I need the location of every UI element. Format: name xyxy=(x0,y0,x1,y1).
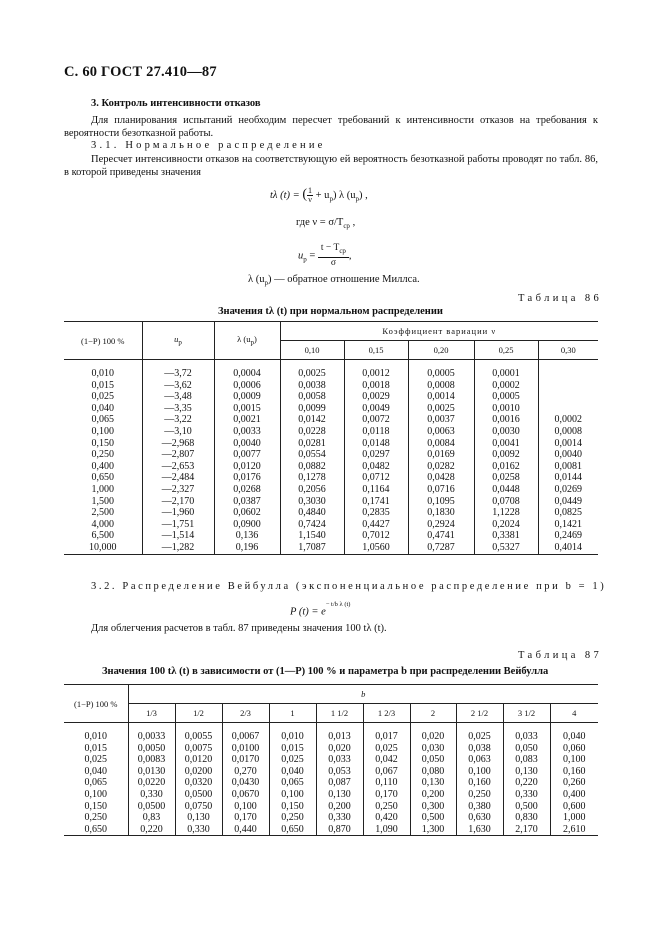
table-row xyxy=(64,812,598,824)
table87-cell: 0,600 xyxy=(550,801,598,813)
table86-cell: 0,0038 xyxy=(280,380,344,392)
table87-cell: 0,500 xyxy=(410,812,456,824)
table86-cell: 0,0269 xyxy=(538,484,598,496)
table87-cell: 0,025 xyxy=(456,731,503,743)
table86-cell: 0,0040 xyxy=(538,449,598,461)
table86-cell: 0,2056 xyxy=(280,484,344,496)
table86-cell: —2,807 xyxy=(142,449,214,461)
table86-cell: 0,0006 xyxy=(214,380,280,392)
table86-cell: 0,1830 xyxy=(408,507,474,519)
table86-cell: 0,0077 xyxy=(214,449,280,461)
table86-cell: 0,0162 xyxy=(474,461,538,473)
table87-cell: 0,053 xyxy=(316,766,363,778)
table87-cell: 0,220 xyxy=(503,777,550,789)
table87-cell: 0,200 xyxy=(410,789,456,801)
table-row xyxy=(64,461,598,473)
table87-cell: 0,130 xyxy=(410,777,456,789)
table87-cell: 0,065 xyxy=(269,777,316,789)
table86-cell: 0,0081 xyxy=(538,461,598,473)
table87-cell: 0,500 xyxy=(503,801,550,813)
table86-cell: —1,282 xyxy=(142,542,214,554)
table86-cell: 0,1164 xyxy=(344,484,408,496)
table-row xyxy=(64,530,598,542)
formula-up: $u_p$ = $\frac{t - T_{ср}}{\sigma}$, xyxy=(298,243,352,268)
table86-cell: 0,0001 xyxy=(474,368,538,380)
table86-cell: 1,500 xyxy=(91,495,114,507)
table87-cell: 0,250 xyxy=(84,812,107,824)
table87-cell: 0,380 xyxy=(456,801,503,813)
table86-cell: —3,22 xyxy=(142,414,214,426)
table87-cell: 0,0120 xyxy=(175,754,222,766)
table87-cell: 0,0055 xyxy=(175,731,222,743)
table87-header-p: (1−P) 100 % xyxy=(64,685,128,723)
table86-header-v-3: 0,25 xyxy=(474,341,538,360)
table86-cell: —2,170 xyxy=(142,496,214,508)
table86-cell: 0,0015 xyxy=(214,403,280,415)
table86-cell: 0,0009 xyxy=(214,391,280,403)
table87-cell: 1,000 xyxy=(550,812,598,824)
table87-cell: 0,440 xyxy=(222,824,269,836)
table86-cell: 0,0072 xyxy=(344,414,408,426)
table87-cell: 0,220 xyxy=(128,824,175,836)
table87-cell: 0,040 xyxy=(84,765,107,777)
table86-cell: 0,010 xyxy=(91,368,114,379)
table86-cell: 6,500 xyxy=(91,530,114,542)
table-row xyxy=(64,368,598,380)
table-row xyxy=(64,472,598,484)
formula-variation-coefficient: где $\nu = \sigma/T_{ср}$ , xyxy=(296,217,356,231)
table87-cell: 0,420 xyxy=(363,812,410,824)
table86-header-v-2: 0,20 xyxy=(408,341,474,360)
table86-cell: 0,1278 xyxy=(280,472,344,484)
table86-cell: 0,150 xyxy=(91,437,114,449)
table87-cell: 0,017 xyxy=(363,731,410,743)
table86-cell: —1,751 xyxy=(142,519,214,531)
table87-header-b-7: 2 1/2 xyxy=(456,704,503,723)
table86-cell: 0,0708 xyxy=(474,496,538,508)
table86-cell: 0,0033 xyxy=(214,426,280,438)
table87-cell: 0,010 xyxy=(269,731,316,743)
table86-cell: 0,2469 xyxy=(538,530,598,542)
table86-header-u: $u_p$ xyxy=(142,322,214,360)
table86-cell: 1,1228 xyxy=(474,507,538,519)
table87-cell: 0,260 xyxy=(550,777,598,789)
table86-cell: 0,0049 xyxy=(344,403,408,415)
table86-cell: 0,1421 xyxy=(538,519,598,531)
table86-cell: 0,3030 xyxy=(280,496,344,508)
table87-cell: 0,170 xyxy=(222,812,269,824)
table86-cell: 10,000 xyxy=(64,542,142,554)
table86-cell: —3,72 xyxy=(142,368,214,380)
table87-cell: 0,110 xyxy=(363,777,410,789)
table87-cell: 0,025 xyxy=(269,754,316,766)
table87-cell: 0,030 xyxy=(410,743,456,755)
table87-cell: 0,330 xyxy=(316,812,363,824)
table87-header-b-8: 3 1/2 xyxy=(503,704,550,723)
table86-cell: 0,0118 xyxy=(344,426,408,438)
table86-cell: 0,0144 xyxy=(538,472,598,484)
table-row xyxy=(64,766,598,778)
table87-cell: 0,0500 xyxy=(175,789,222,801)
table86-header-p: (1−P) 100 % xyxy=(64,322,142,360)
table86-header-v-4: 0,30 xyxy=(538,341,598,360)
table87-cell: 0,0100 xyxy=(222,743,269,755)
table86-cell xyxy=(538,368,598,380)
table87-cell: 0,042 xyxy=(363,754,410,766)
table86-cell: 0,0900 xyxy=(214,519,280,531)
table86-cell: 0,015 xyxy=(91,379,114,391)
table86-title: Значения tλ (t) при нормальном распределении xyxy=(218,306,443,317)
table86-cell: 0,0084 xyxy=(408,438,474,450)
table87-cell: 0,250 xyxy=(363,801,410,813)
table86-cell: 0,5327 xyxy=(474,542,538,554)
table86-cell: 0,0012 xyxy=(344,368,408,380)
table86-cell: 0,0176 xyxy=(214,472,280,484)
table86-cell: 1,7087 xyxy=(280,542,344,554)
table87-cell: 0,130 xyxy=(503,766,550,778)
table-86 xyxy=(64,321,598,555)
table87-cell: 0,0130 xyxy=(128,766,175,778)
table87-cell: 0,020 xyxy=(410,731,456,743)
table87-cell: 0,130 xyxy=(316,789,363,801)
table86-cell: —1,960 xyxy=(142,507,214,519)
table86-cell: 0,7287 xyxy=(408,542,474,554)
table87-cell: 0,0430 xyxy=(222,777,269,789)
table87-cell: 0,015 xyxy=(269,743,316,755)
table86-cell: 0,0008 xyxy=(538,426,598,438)
table87-cell: 0,040 xyxy=(550,731,598,743)
table87-cell: 0,250 xyxy=(456,789,503,801)
table87-cell: 0,100 xyxy=(456,766,503,778)
table86-cell: —1,514 xyxy=(142,530,214,542)
table87-cell: 0,870 xyxy=(316,824,363,836)
table87-cell: 0,013 xyxy=(316,731,363,743)
table87-cell: 0,830 xyxy=(503,812,550,824)
table86-cell: 0,0258 xyxy=(474,472,538,484)
table87-cell: 0,300 xyxy=(410,801,456,813)
table86-cell: 0,0448 xyxy=(474,484,538,496)
table86-cell: —3,35 xyxy=(142,403,214,415)
table-row xyxy=(64,542,598,554)
table86-cell: 0,0041 xyxy=(474,438,538,450)
table86-cell: 0,0025 xyxy=(408,403,474,415)
table86-header-v-1: 0,15 xyxy=(344,341,408,360)
table-row xyxy=(64,391,598,403)
table-row xyxy=(64,754,598,766)
table87-cell: 0,160 xyxy=(550,766,598,778)
table87-cell: 0,630 xyxy=(456,812,503,824)
table87-cell: 0,330 xyxy=(128,789,175,801)
table87-cell: 0,038 xyxy=(456,743,503,755)
table86-cell: 0,0002 xyxy=(474,380,538,392)
table86-cell: 0,0025 xyxy=(280,368,344,380)
table86-cell: 0,400 xyxy=(91,460,114,472)
table86-cell: 0,0016 xyxy=(474,414,538,426)
table87-cell: 0,010 xyxy=(84,731,107,742)
table87-cell: 0,083 xyxy=(503,754,550,766)
table87-header-b-1: 1/2 xyxy=(175,704,222,723)
table87-cell: 2,170 xyxy=(503,824,550,836)
table86-cell: 0,0005 xyxy=(408,368,474,380)
formula1-fraction: $\frac{1}{\nu}$ xyxy=(308,186,313,205)
table86-cell: —3,48 xyxy=(142,391,214,403)
table87-cell: 0,080 xyxy=(410,766,456,778)
table86-cell: 1,1540 xyxy=(280,530,344,542)
table86-cell: 0,0428 xyxy=(408,472,474,484)
table86-cell: 0,0030 xyxy=(474,426,538,438)
table86-cell: 0,7012 xyxy=(344,530,408,542)
table86-cell: 0,100 xyxy=(91,425,114,437)
table86-cell: 0,0037 xyxy=(408,414,474,426)
table87-cell: 0,060 xyxy=(550,743,598,755)
table-row xyxy=(64,438,598,450)
table86-header-v-0: 0,10 xyxy=(280,341,344,360)
table87-cell: 0,0050 xyxy=(128,743,175,755)
table86-cell: 0,4741 xyxy=(408,530,474,542)
table86-cell: 0,0148 xyxy=(344,438,408,450)
table87-cell: 1,630 xyxy=(456,824,503,836)
table86-cell: 0,0228 xyxy=(280,426,344,438)
table-row xyxy=(64,743,598,755)
table-row xyxy=(64,414,598,426)
table87-cell: 0,0500 xyxy=(128,801,175,813)
table86-cell: 0,0058 xyxy=(280,391,344,403)
table-row xyxy=(64,380,598,392)
table86-cell: 0,0297 xyxy=(344,449,408,461)
table86-cell: 0,0008 xyxy=(408,380,474,392)
table86-cell: 0,0002 xyxy=(538,414,598,426)
formula3-fraction: $\frac{t - T_{ср}}{\sigma}$ xyxy=(318,243,349,269)
table87-cell: 0,650 xyxy=(64,824,128,836)
table87-header-b-9: 4 xyxy=(550,704,598,723)
table87-cell: 0,100 xyxy=(269,789,316,801)
table86-cell: 0,0387 xyxy=(214,496,280,508)
formula-weibull-probability: P $(t) = e^{- t/b \lambda (t)}$ xyxy=(290,601,351,618)
table86-cell: 0,2924 xyxy=(408,519,474,531)
table-row xyxy=(64,731,598,743)
table87-cell: 0,330 xyxy=(175,824,222,836)
table87-cell: 0,0170 xyxy=(222,754,269,766)
table86-header-group: Коэффициент вариации ν xyxy=(280,322,598,341)
table87-cell: 0,040 xyxy=(269,766,316,778)
table86-cell: 0,1741 xyxy=(344,496,408,508)
table-row xyxy=(64,426,598,438)
table86-cell: 0,0282 xyxy=(408,461,474,473)
table87-cell: 0,200 xyxy=(316,801,363,813)
table86-cell: 0,0712 xyxy=(344,472,408,484)
table87-cell: 0,83 xyxy=(128,812,175,824)
table86-cell: 0,0040 xyxy=(214,438,280,450)
table86-cell: 1,0560 xyxy=(344,542,408,554)
table87-cell: 0,0083 xyxy=(128,754,175,766)
table86-cell: 0,0005 xyxy=(474,391,538,403)
table86-cell: 0,250 xyxy=(91,449,114,461)
table86-cell: —2,653 xyxy=(142,461,214,473)
table87-caption: Таблица 87 xyxy=(518,650,603,661)
table87-cell: 0,100 xyxy=(550,754,598,766)
table86-cell: 0,136 xyxy=(214,530,280,542)
table86-cell xyxy=(538,403,598,415)
table86-cell: 0,0169 xyxy=(408,449,474,461)
table-row xyxy=(64,777,598,789)
table86-cell: 0,2024 xyxy=(474,519,538,531)
table87-cell: 0,250 xyxy=(269,812,316,824)
table86-cell: 0,0268 xyxy=(214,484,280,496)
table87-cell: 0,150 xyxy=(269,801,316,813)
table86-cell: 0,0021 xyxy=(214,414,280,426)
intro-paragraph: Для планирования испытаний необходим пересчет требований к интенсивности отказов на требования к вероятности безотказной работы. xyxy=(64,115,598,139)
subsection-normal-title: 3.1. Нормальное распределение xyxy=(91,140,326,151)
table86-cell: 0,2835 xyxy=(344,507,408,519)
table86-cell: 0,0482 xyxy=(344,461,408,473)
table86-cell: —3,62 xyxy=(142,380,214,392)
table87-cell: 0,0033 xyxy=(128,731,175,743)
subsection-weibull-paragraph: Для облегчения расчетов в табл. 87 приведены значения 100 tλ (t). xyxy=(91,623,387,634)
table-row xyxy=(64,519,598,531)
table87-cell: 0,270 xyxy=(222,766,269,778)
table87-cell: 0,150 xyxy=(84,800,107,812)
table87-header-b-3: 1 xyxy=(269,704,316,723)
table87-cell: 1,090 xyxy=(363,824,410,836)
table87-cell: 2,610 xyxy=(550,824,598,836)
table86-cell: 0,025 xyxy=(91,391,114,403)
table86-cell: 0,0716 xyxy=(408,484,474,496)
table86-cell: 0,3381 xyxy=(474,530,538,542)
table86-cell: 0,0554 xyxy=(280,449,344,461)
table86-cell: 4,000 xyxy=(91,518,114,530)
table86-cell: —3,10 xyxy=(142,426,214,438)
table86-cell: 0,0018 xyxy=(344,380,408,392)
table87-cell: 0,0075 xyxy=(175,743,222,755)
table87-cell: 0,033 xyxy=(316,754,363,766)
table86-cell: 0,0602 xyxy=(214,507,280,519)
table87-cell: 0,087 xyxy=(316,777,363,789)
table87-cell: 0,100 xyxy=(84,788,107,800)
table87-cell: 0,025 xyxy=(363,743,410,755)
table-row xyxy=(64,484,598,496)
subsection-normal-paragraph: Пересчет интенсивности отказов на соответствующую ей вероятность безотказной работы проводят по табл. 86, в которой приведены значения xyxy=(64,154,598,178)
table87-cell: 0,170 xyxy=(363,789,410,801)
page-header: С. 60 ГОСТ 27.410—87 xyxy=(64,64,217,80)
table86-cell: 0,0882 xyxy=(280,461,344,473)
table87-header-b-0: 1/3 xyxy=(128,704,175,723)
table86-cell: —2,327 xyxy=(142,484,214,496)
table87-cell: 0,0067 xyxy=(222,731,269,743)
table86-cell: 2,500 xyxy=(91,507,114,519)
table86-cell: 0,0281 xyxy=(280,438,344,450)
formula-t-lambda: tλ (t) = ( $\frac{1}{\nu} + u_p$) λ $(u_p)$ , xyxy=(270,186,368,205)
table87-cell: 0,067 xyxy=(363,766,410,778)
table86-cell: 0,0120 xyxy=(214,461,280,473)
table87-cell: 0,100 xyxy=(222,801,269,813)
table86-cell: 0,040 xyxy=(91,402,114,414)
table86-cell: 0,0010 xyxy=(474,403,538,415)
table-row xyxy=(64,789,598,801)
table86-cell: 0,0449 xyxy=(538,496,598,508)
table87-cell: 0,065 xyxy=(84,777,107,789)
table87-cell: 0,0320 xyxy=(175,777,222,789)
table87-cell: 0,0750 xyxy=(175,801,222,813)
table86-header-lambda: λ $(u_p)$ xyxy=(214,322,280,360)
table87-header-b-2: 2/3 xyxy=(222,704,269,723)
section-title: 3. Контроль интенсивности отказов xyxy=(91,98,261,109)
subsection-weibull-title: 3.2. Распределение Вейбулла (экспоненциальное распределение при b = 1) xyxy=(91,581,607,592)
table-87 xyxy=(64,684,598,836)
table86-cell: 0,0142 xyxy=(280,414,344,426)
table86-cell: 0,0004 xyxy=(214,368,280,380)
table-row xyxy=(64,801,598,813)
table86-cell: 0,196 xyxy=(214,542,280,554)
table87-cell: 0,025 xyxy=(84,754,107,766)
table87-cell: 0,160 xyxy=(456,777,503,789)
table86-cell: 0,4014 xyxy=(538,542,598,554)
table86-cell: 0,0099 xyxy=(280,403,344,415)
table87-cell: 0,050 xyxy=(410,754,456,766)
table87-cell: 0,020 xyxy=(316,743,363,755)
table-row xyxy=(64,824,598,836)
table86-cell: 0,0063 xyxy=(408,426,474,438)
table86-cell: 0,7424 xyxy=(280,519,344,531)
table86-cell: 0,0029 xyxy=(344,391,408,403)
table87-cell: 0,0220 xyxy=(128,777,175,789)
table86-cell: 0,1095 xyxy=(408,496,474,508)
table87-cell: 0,400 xyxy=(550,789,598,801)
table87-header-group: b xyxy=(128,685,598,704)
table87-cell: 0,0200 xyxy=(175,766,222,778)
table87-cell: 0,033 xyxy=(503,731,550,743)
table86-cell: 1,000 xyxy=(91,483,114,495)
table87-header-b-6: 2 xyxy=(410,704,456,723)
table87-header-b-5: 1 2/3 xyxy=(363,704,410,723)
table-row xyxy=(64,449,598,461)
table86-cell: 0,0092 xyxy=(474,449,538,461)
table87-cell: 0,015 xyxy=(84,742,107,754)
table87-cell: 0,330 xyxy=(503,789,550,801)
table86-cell: 0,650 xyxy=(91,472,114,484)
table86-cell xyxy=(538,391,598,403)
table86-cell: 0,0014 xyxy=(408,391,474,403)
table86-cell xyxy=(538,380,598,392)
table87-cell: 0,050 xyxy=(503,743,550,755)
table-row xyxy=(64,403,598,415)
table86-cell: —2,968 xyxy=(142,438,214,450)
table87-cell: 0,130 xyxy=(175,812,222,824)
table86-caption: Таблица 86 xyxy=(518,293,603,304)
table86-cell: 0,0014 xyxy=(538,438,598,450)
table87-cell: 1,300 xyxy=(410,824,456,836)
table86-cell: 0,4840 xyxy=(280,507,344,519)
table87-title: Значения 100 tλ (t) в зависимости от (1—P) 100 % и параметра b при распределении Вейбулла xyxy=(102,666,549,677)
table87-header-b-4: 1 1/2 xyxy=(316,704,363,723)
table-row xyxy=(64,496,598,508)
formula1-lhs: tλ (t) = xyxy=(270,190,300,201)
table-row xyxy=(64,507,598,519)
formula-mills-ratio: λ $(u_p)$ — обратное отношение Миллса. xyxy=(248,274,420,288)
table86-cell: 0,4427 xyxy=(344,519,408,531)
table87-cell: 0,063 xyxy=(456,754,503,766)
table86-cell: 0,065 xyxy=(91,414,114,426)
table87-cell: 0,650 xyxy=(269,824,316,836)
table86-cell: —2,484 xyxy=(142,472,214,484)
table87-cell: 0,0670 xyxy=(222,789,269,801)
table86-cell: 0,0825 xyxy=(538,507,598,519)
